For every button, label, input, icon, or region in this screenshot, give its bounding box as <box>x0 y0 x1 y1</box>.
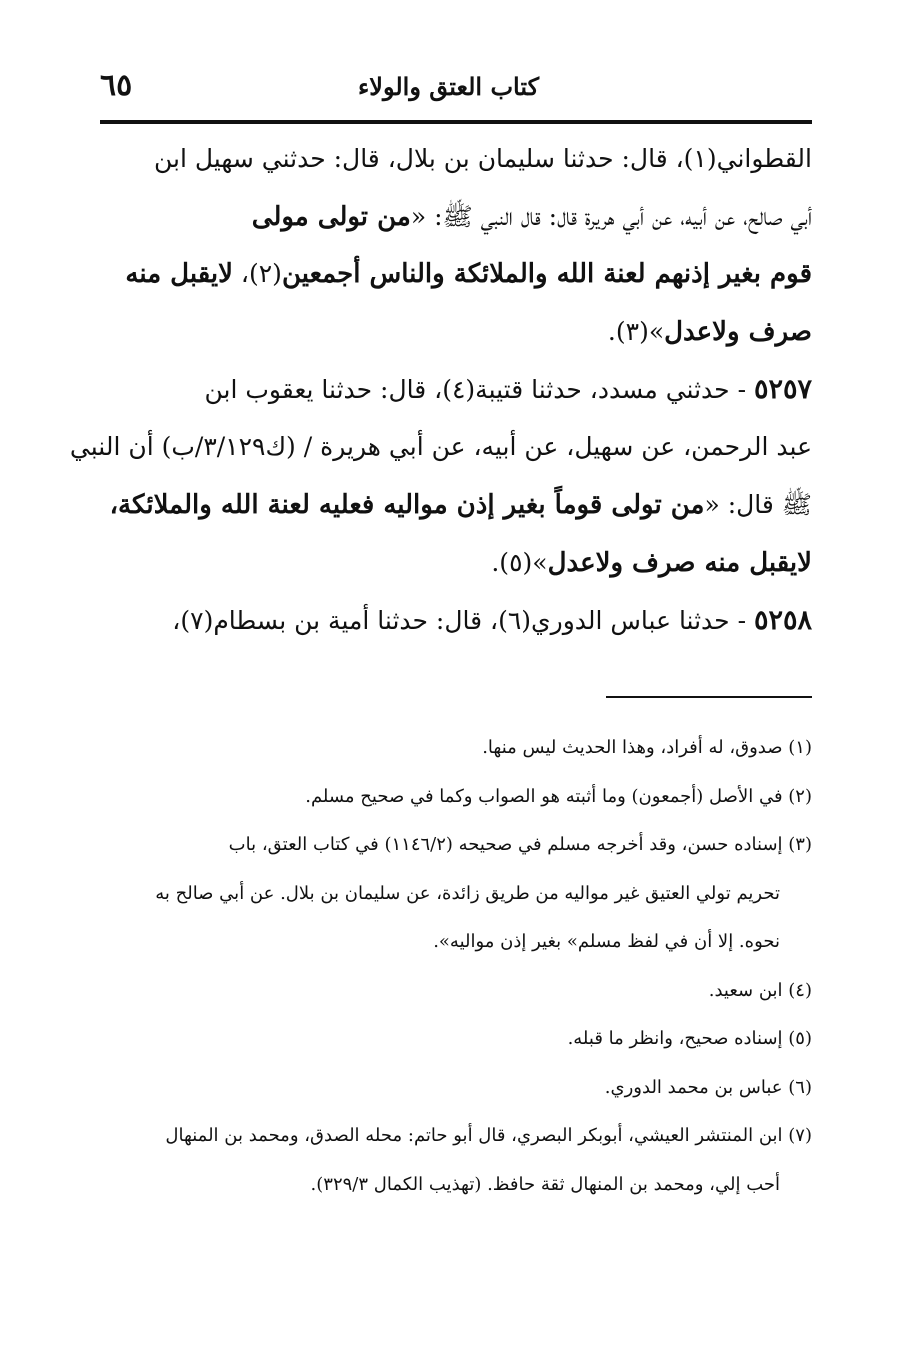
footnotes <box>100 724 812 1209</box>
footnote-continuation: تحريم تولي العتيق غير مواليه من طريق زائدة، عن سليمان بن بلال. عن أبي صالح به <box>155 882 780 904</box>
header-divider <box>100 120 812 124</box>
footnote-divider <box>606 696 812 698</box>
footnote: (٣) إسناده حسن، وقد أخرجه مسلم في صحيحه (١١٤٦/٢) في كتاب العتق، باب <box>228 834 812 855</box>
text-line <box>100 245 812 303</box>
text-run: ﷺ قال: « <box>704 490 812 520</box>
text-line <box>100 188 812 246</box>
footnote-continuation: أحب إلي، ومحمد بن المنهال ثقة حافظ. (تهذيب الكمال ٣٢٩/٣). <box>310 1173 780 1195</box>
page-number: ٦٥ <box>100 68 133 103</box>
page-title: كتاب العتق والولاء <box>357 72 540 101</box>
hadith-text: صرف ولاعدل <box>664 317 812 348</box>
hadith-text: من تولى مولى <box>251 201 411 232</box>
text-line <box>69 418 812 476</box>
text-run: أبي صالح، عن أبيه، عن أبي هريرة قال: قال النبي ﷺ: « <box>410 201 812 231</box>
text-run: - حدثني مسدد، حدثنا قتيبة(٤)، قال: حدثنا يعقوب ابن <box>204 374 754 404</box>
text-line <box>100 303 812 361</box>
text-line <box>100 534 812 592</box>
text-run: القطواني(١)، قال: حدثنا سليمان بن بلال، قال: حدثني سهيل ابن <box>153 144 812 173</box>
hadith-number: ٥٢٥٧ <box>753 373 812 405</box>
hadith-text: لايقبل منه <box>125 259 233 290</box>
footnote-continuation: نحوه. إلا أن في لفظ مسلم» بغير إذن مواليه». <box>433 931 780 952</box>
footnote: (٧) ابن المنتشر العيشي، أبوبكر البصري، قال أبو حاتم: محله الصدق، ومحمد بن المنهال <box>165 1125 812 1146</box>
text-run: »(٣). <box>607 317 665 347</box>
text-run: (٢)، <box>232 259 282 289</box>
footnote: (٦) عباس بن محمد الدوري. <box>604 1076 812 1098</box>
text-run: »(٥). <box>491 547 548 577</box>
text-line <box>100 592 812 650</box>
hadith-text: من تولى قوماً بغير إذن مواليه فعليه لعنة الله والملائكة، <box>109 490 705 521</box>
hadith-text: قوم بغير إذنهم لعنة الله والملائكة والناس أجمعين <box>281 259 812 290</box>
main-text <box>69 130 812 649</box>
footnote: (١) صدوق، له أفراد، وهذا الحديث ليس منها. <box>482 737 812 758</box>
text-run: - حدثنا عباس الدوري(٦)، قال: حدثنا أمية بن بسطام(٧)، <box>172 605 754 635</box>
hadith-number: ٥٢٥٨ <box>753 604 812 636</box>
footnote: (٤) ابن سعيد. <box>708 979 812 1001</box>
page-header <box>100 68 797 108</box>
text-line <box>100 130 812 188</box>
text-line <box>100 476 812 534</box>
text-run: عبد الرحمن، عن سهيل، عن أبيه، عن أبي هريرة / (ك٣/١٢٩/ب) أن النبي <box>69 432 812 462</box>
hadith-text: لايقبل منه صرف ولاعدل <box>547 547 812 578</box>
footnote: (٢) في الأصل (أجمعون) وما أثبته هو الصواب وكما في صحيح مسلم. <box>305 785 812 807</box>
footnote: (٥) إسناده صحيح، وانظر ما قبله. <box>567 1028 812 1049</box>
text-line <box>100 361 812 419</box>
